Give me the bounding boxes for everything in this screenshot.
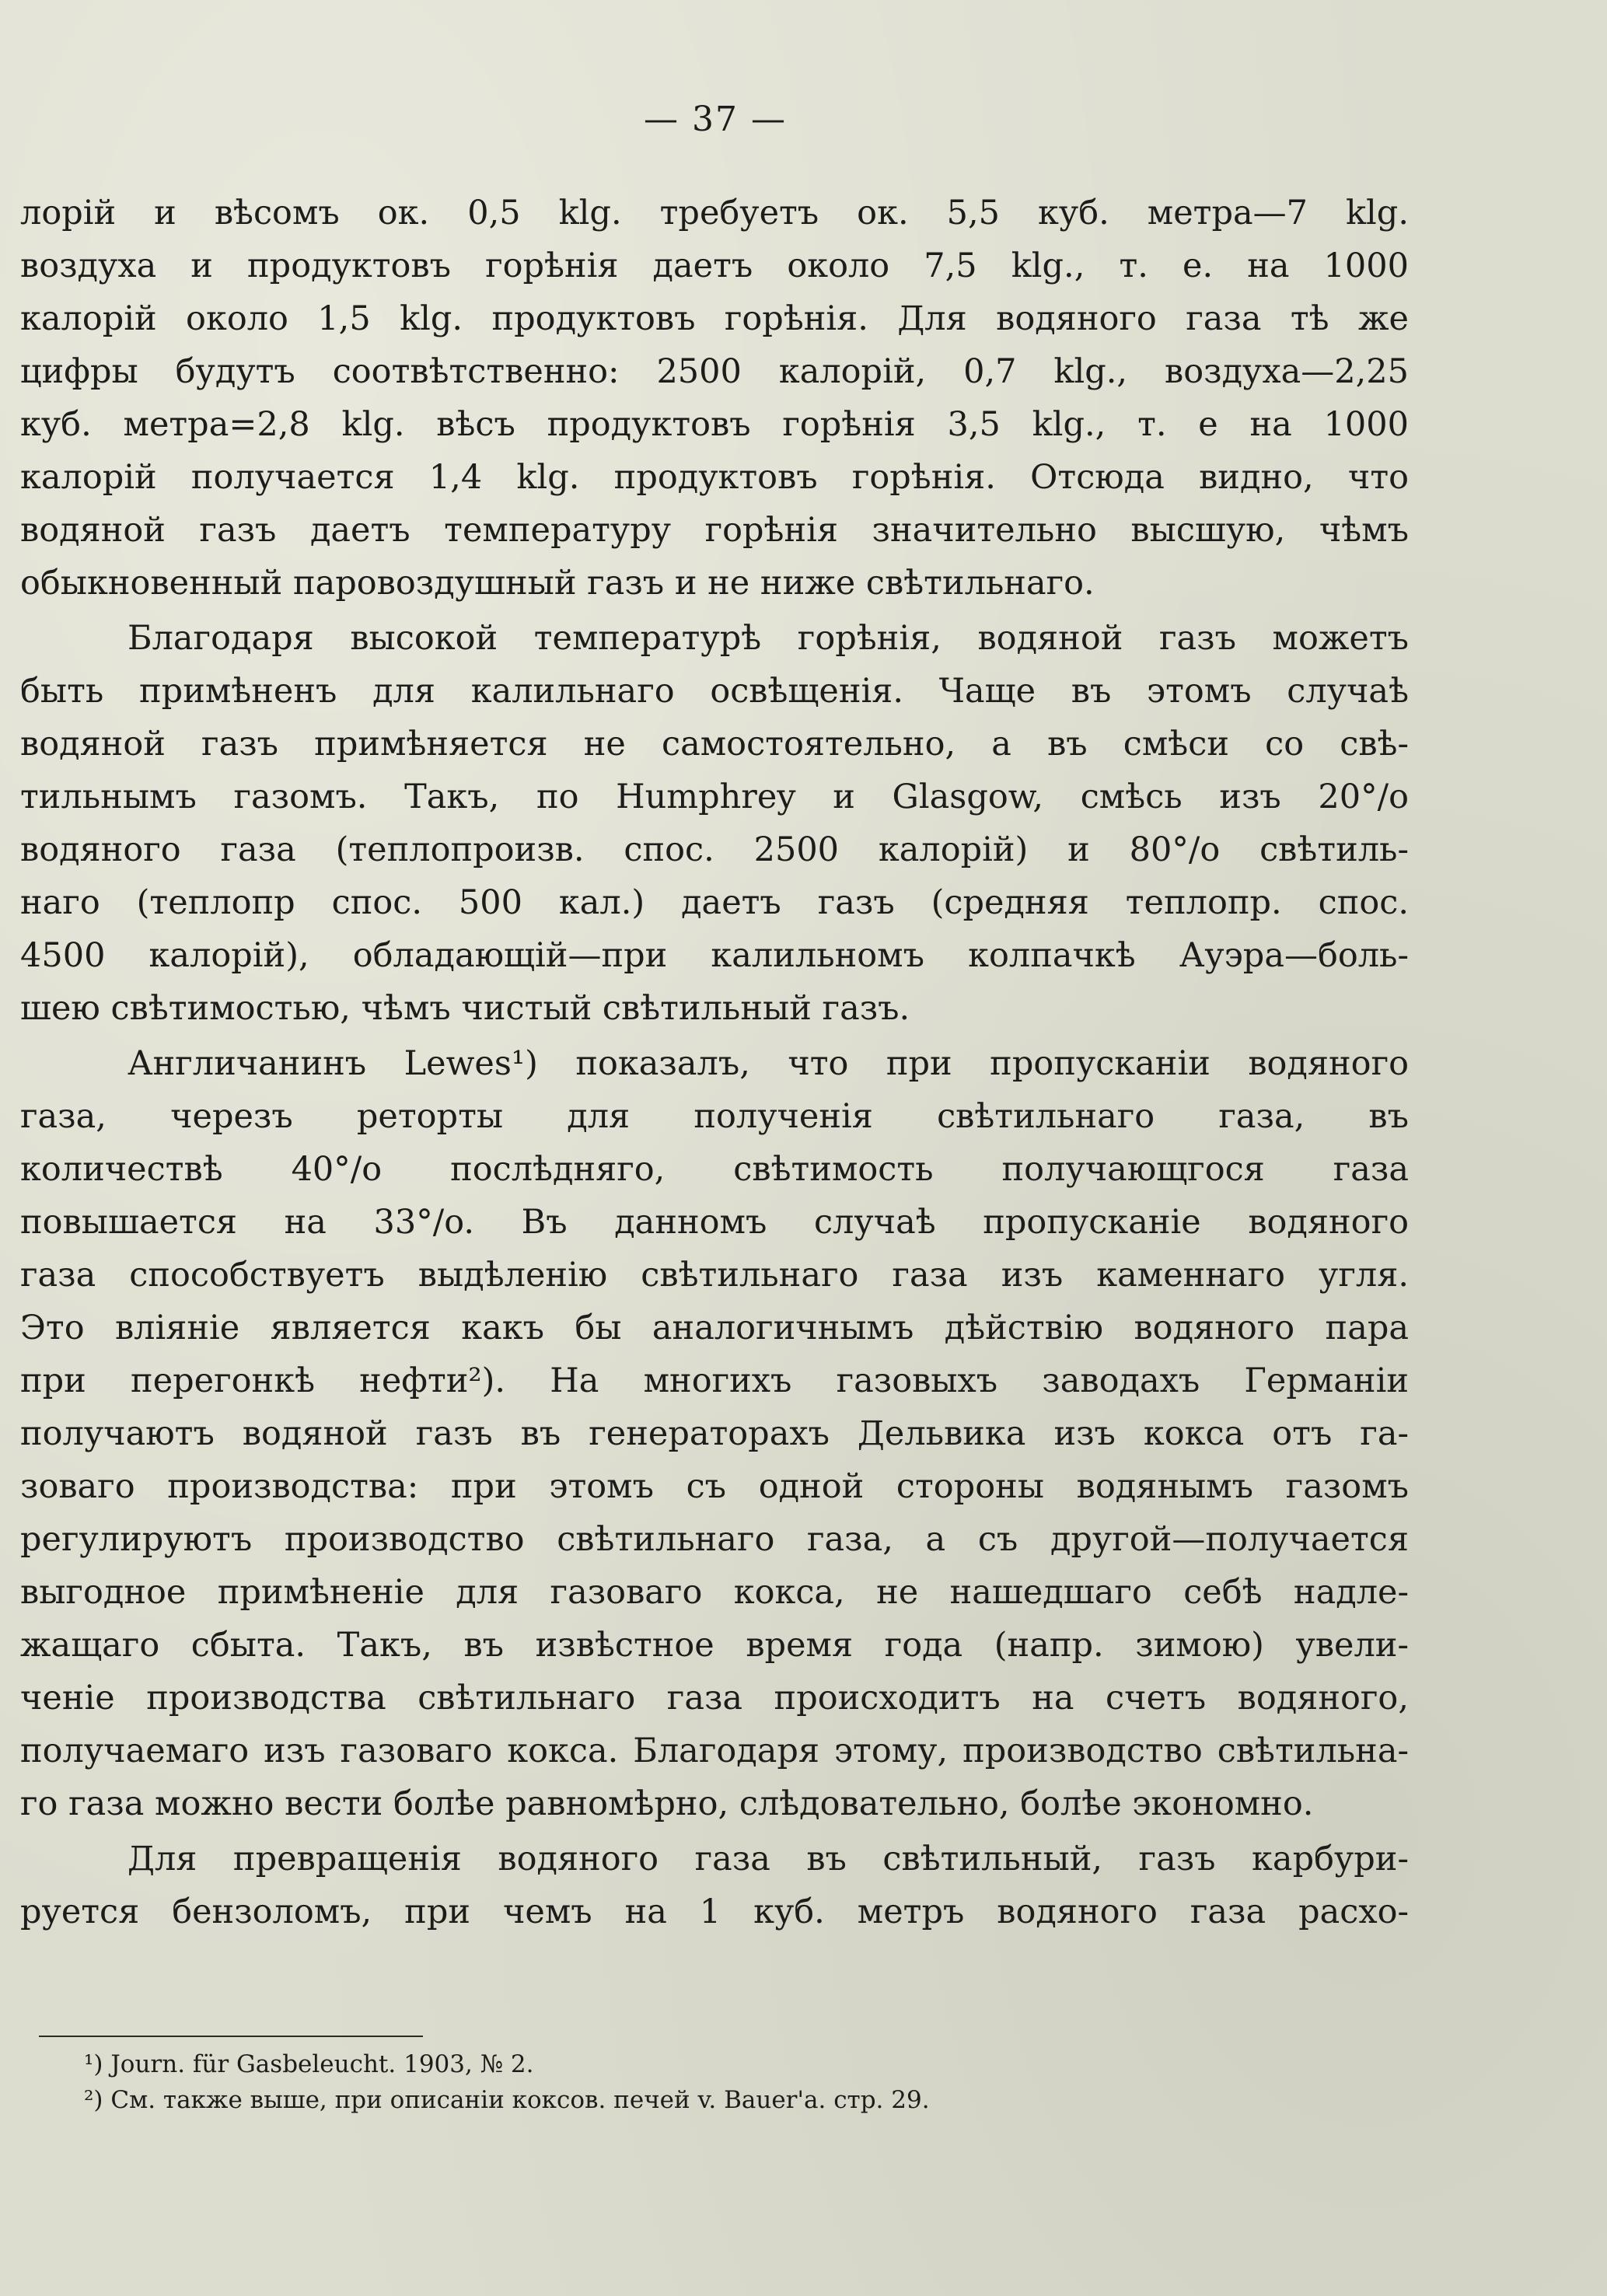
text-line: водяной газъ даетъ температуру горѣнія значительно высшую, чѣмъ (20, 511, 1409, 550)
text-line: го газа можно вести болѣе равномѣрно, слѣдовательно, болѣе экономно. (20, 1784, 1314, 1823)
paragraph (20, 1833, 1409, 1938)
page-number: — 37 — (644, 100, 787, 139)
text-line: Для превращенія водяного газа въ свѣтильный, газъ карбури- (128, 1840, 1409, 1878)
text-line: шею свѣтимостью, чѣмъ чистый свѣтильный газъ. (20, 989, 910, 1028)
text-line: выгодное примѣненіе для газоваго кокса, не нашедшаго себѣ надле- (20, 1573, 1409, 1612)
paragraph (20, 1037, 1409, 1830)
text-line: водяной газъ примѣняется не самостоятельно, а въ смѣси со свѣ- (20, 725, 1409, 764)
footnote-1: ¹) Journ. für Gasbeleucht. 1903, № 2. (84, 2050, 534, 2078)
text-line: куб. метра=2,8 klg. вѣсъ продуктовъ горѣнія 3,5 klg., т. е на 1000 (20, 405, 1409, 444)
text-line: калорій около 1,5 klg. продуктовъ горѣнія. Для водяного газа тѣ же (20, 299, 1409, 338)
text-line: количествѣ 40°/o послѣдняго, свѣтимость получающгося газа (20, 1150, 1409, 1189)
text-line: при перегонкѣ нефти²). На многихъ газовыхъ заводахъ Германіи (20, 1361, 1409, 1400)
text-line: цифры будутъ соотвѣтственно: 2500 калорій, 0,7 klg., воздуха—2,25 (20, 352, 1409, 391)
footnote-divider (39, 2036, 423, 2037)
paragraph (20, 612, 1409, 1035)
text-line: руется бензоломъ, при чемъ на 1 куб. метръ водяного газа расхо- (20, 1892, 1409, 1931)
footnote-2: ²) См. также выше, при описаніи коксов. печей v. Bauer'a. стр. 29. (84, 2086, 930, 2114)
text-line: Это вліяніе является какъ бы аналогичнымъ дѣйствію водяного пара (20, 1309, 1409, 1347)
text-line: повышается на 33°/o. Въ данномъ случаѣ пропусканіе водяного (20, 1203, 1409, 1242)
text-line: Англичанинъ Lewes¹) показалъ, что при пропусканіи водяного (128, 1044, 1409, 1083)
text-line: регулируютъ производство свѣтильнаго газа, а съ другой—получается (20, 1520, 1409, 1559)
text-line: газа способствуетъ выдѣленію свѣтильнаго газа изъ каменнаго угля. (20, 1256, 1409, 1295)
text-line: получаемаго изъ газоваго кокса. Благодаря этому, производство свѣтильна- (20, 1732, 1409, 1770)
paragraph (20, 187, 1409, 610)
text-line: 4500 калорій), обладающій—при калильномъ колпачкѣ Ауэра—боль- (20, 936, 1409, 975)
text-line: зоваго производства: при этомъ съ одной стороны водянымъ газомъ (20, 1467, 1409, 1506)
text-line: получаютъ водяной газъ въ генераторахъ Дельвика изъ кокса отъ га- (20, 1414, 1409, 1453)
text-line: калорій получается 1,4 klg. продуктовъ горѣнія. Отсюда видно, что (20, 458, 1409, 497)
text-line: жащаго сбыта. Такъ, въ извѣстное время года (напр. зимою) увели- (20, 1626, 1409, 1665)
text-line: наго (теплопр спос. 500 кал.) даетъ газъ (средняя теплопр. спос. (20, 883, 1409, 922)
text-line: тильнымъ газомъ. Такъ, по Humphrey и Glasgow, смѣсь изъ 20°/o (20, 778, 1409, 816)
text-line: газа, черезъ реторты для полученія свѣтильнаго газа, въ (20, 1097, 1409, 1136)
body-text (20, 187, 1409, 1938)
text-line: лорій и вѣсомъ ок. 0,5 klg. требуетъ ок. 5,5 куб. метра—7 klg. (20, 194, 1409, 232)
footnotes (84, 2046, 1406, 2118)
text-line: обыкновенный паровоздушный газъ и не ниже свѣтильнаго. (20, 564, 1095, 603)
text-line: ченіе производства свѣтильнаго газа происходитъ на счетъ водяного, (20, 1679, 1409, 1718)
text-line: Благодаря высокой температурѣ горѣнія, водяной газъ можетъ (128, 619, 1409, 658)
text-line: быть примѣненъ для калильнаго освѣщенія. Чаще въ этомъ случаѣ (20, 672, 1409, 711)
text-line: воздуха и продуктовъ горѣнія даетъ около 7,5 klg., т. е. на 1000 (20, 246, 1409, 285)
text-line: водяного газа (теплопроизв. спос. 2500 калорій) и 80°/o свѣтиль- (20, 830, 1409, 869)
